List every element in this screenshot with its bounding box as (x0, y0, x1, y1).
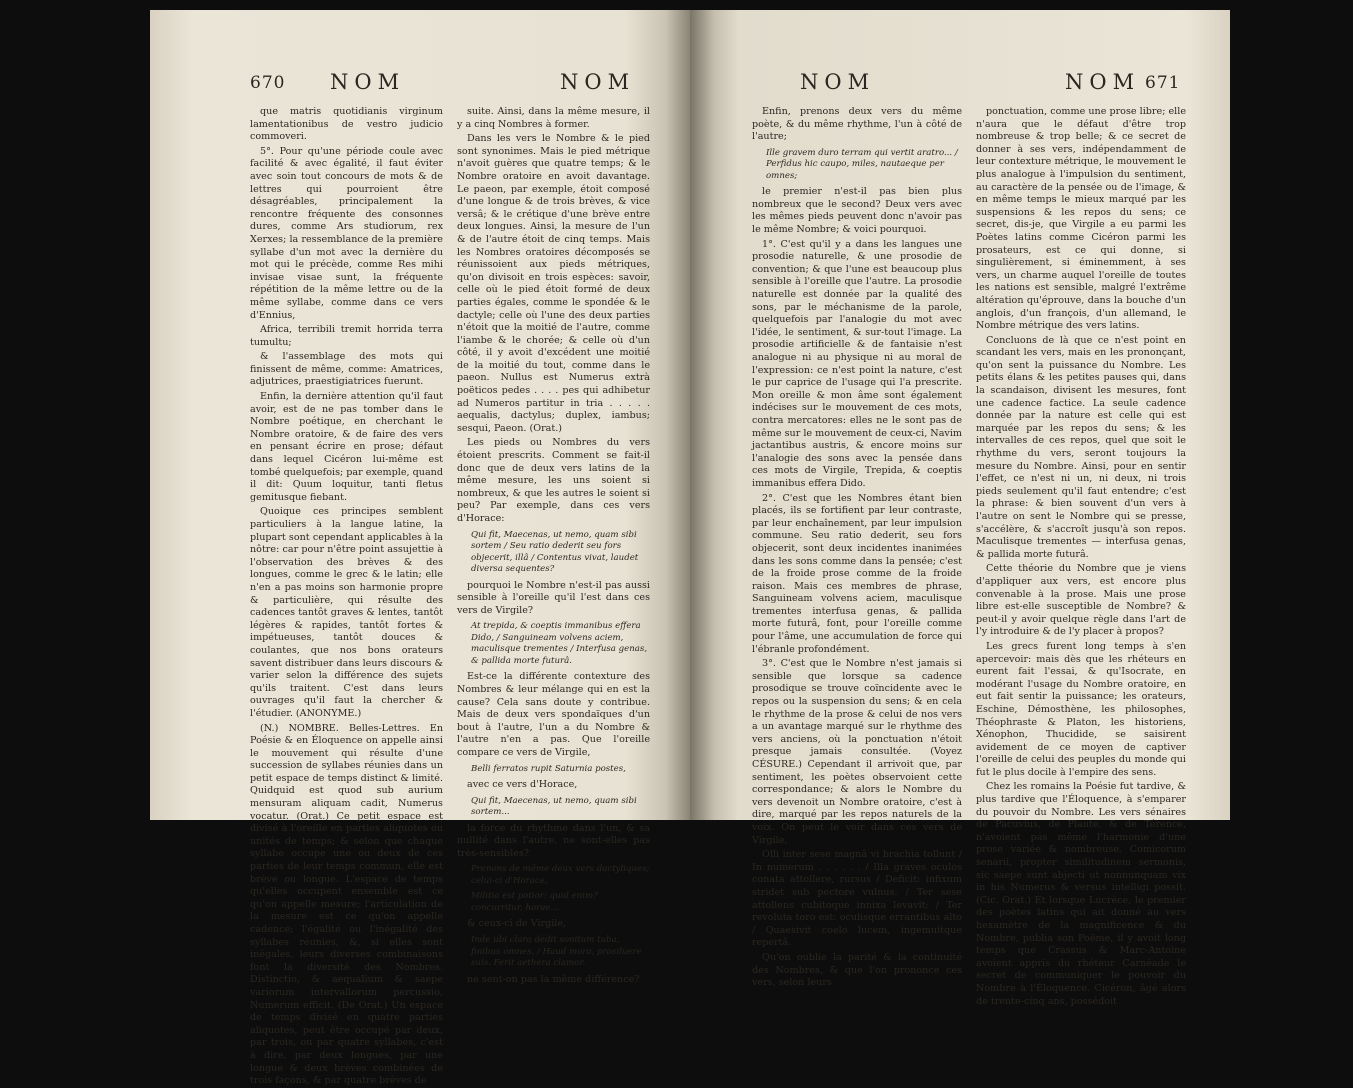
paragraph: 5°. Pour qu'une période coule avec facilité & avec égalité, il faut éviter avec soin tout concours de mots & de lettres qui pourroient être désagréables, principalement la rencontre fréquente des consonnes dures, comme Ars studiorum, rex Xerxes; la ressemblance de la première syllabe d'un mot avec la dernière du mot qui le précède, comme Res mihi invisae visae sunt, la fréquente répétition de la même lettre ou de la même syllabe, comme dans ce vers d'Ennius, (250, 145, 443, 321)
paragraph: 2°. C'est que les Nombres étant bien placés, ils se fortifient par leur contraste, par leur enchaînement, par leur impulsion commune. Seu ratio dederit, seu fors objecerit, sont deux incidentes inanimées dans les sons comme dans la pensée; c'est de la froide prose comme de la froide raison. Mais ces membres de phrase, Sanguineam volvens aciem, maculisque trementes interfusa genas, & pallida morte futurâ, font, pour l'oreille comme pour l'âme, une accumulation de force qui l'ébranle profondément. (752, 492, 962, 655)
text-column-1 (250, 106, 443, 1087)
verse-quotation: Qui fit, Maecenas, ut nemo, quam sibi sortem... (471, 795, 637, 818)
left-page (150, 10, 690, 1087)
left-page-header (150, 70, 690, 100)
paragraph: que matris quotidianis virginum lamentationibus de vestro judicio commoveri. (250, 106, 443, 143)
paragraph: Qu'on oublie la parité & la continuité des Nombres, & que l'on prononce ces vers, selon leurs (752, 951, 962, 989)
paragraph: Cette théorie du Nombre que je viens d'appliquer aux vers, est encore plus convenable à la prose. Mais une prose libre est-elle susceptible de Nombre? & peut-il y avoir quelque règle dans l'art de l'y introduire & de l'y placer à propos? (976, 563, 1186, 638)
paragraph: (N.) NOMBRE. Belles-Lettres. En Poésie & en Éloquence on appelle ainsi le mouvement qui résulte d'une succession de syllabes réunies dans un petit espace de temps distinct & limité. Quidquid est quod sub aurium mensuram aliquam cadit, Numerus vocatur. (Orat.) Ce petit espace est divisé à l'oreille en parties aliquotes ou unités de temps; & selon que chaque syllabe occupe une ou deux de ces parties de leur temps commun, elle est brève ou longue. L'espace de temps qu'elles occupent ensemble est ce qu'on appelle mesure; l'articulation de la mesure est ce qu'on appelle cadence; l'égalité ou l'inégalité des syllabes réunies, &, si elles sont inégales, leurs diverses combinaisons font la diversité des Nombres. Distinctio, & aequalium & saepe variorum intervallorum percussio, Numerum efficit. (De Orat.) Un espace de temps divisé en quatre parties aliquotes, peut être occupé par deux, par trois, ou par quatre syllabes, c'est à dire, par deux longues, par une longue & deux brèves combinées de trois façons, & par quatre brèves de (250, 722, 443, 1087)
right-page (690, 10, 1230, 1007)
text-column-1 (752, 106, 962, 989)
paragraph: avec ce vers d'Horace, (467, 779, 578, 791)
running-head: NOM (560, 70, 636, 94)
verse-quotation: Militia est potior: quid enim? concurritur, horae... (471, 891, 598, 913)
page-number: 670 (250, 73, 286, 93)
paragraph: Dans les vers le Nombre & le pied sont synonimes. Mais le pied métrique n'avoit guères que quatre temps; & le Nombre oratoire en avoit davantage. Le paeon, par exemple, étoit composé d'une longue & de trois brèves, & vice versâ; & le crétique d'une brève entre deux longues. Ainsi, la mesure de l'un & de l'autre étoit de cinq temps. Mais les Nombres oratoires décomposés se réunissoient aux pieds métriques, qu'on divisoit en trois espèces: savoir, celle où le pied étoit formé de deux parties égales, comme le spondée & le dactyle; celle où l'une des deux parties n'étoit que la moitié de l'autre, comme l'iambe & le chorée; & celle où d'un côté, il y avoit d'excédent une moitié de la moitié du tout, comme dans le paeon. Nullus est Numerus extrà poëticos pedes . . . . pes qui adhibetur ad Numeros partitur in tria . . . . . aequalis, dactylus; duplex, iambus; sesqui, Paeon. (Orat.) (457, 133, 650, 434)
paragraph: Les pieds ou Nombres du vers étoient prescrits. Comment se fait-il donc que de deux vers latins de la même mesure, les uns soient si nombreux, & que les autres le soient si peu? Par exemple, dans ces vers d'Horace: (457, 437, 650, 524)
paragraph: le premier n'est-il pas bien plus nombreux que le second? Deux vers avec les mêmes pieds peuvent donc n'avoir pas le même Nombre; & voici pourquoi. (752, 186, 962, 236)
paragraph: & l'assemblage des mots qui finissent de même, comme: Amatrices, adjutrices, praestigiatrices fuerunt. (250, 351, 443, 388)
running-head: NOM (1065, 70, 1141, 94)
paragraph: Enfin, la dernière attention qu'il faut avoir, est de ne pas tomber dans le Nombre poétique, en cherchant le Nombre oratoire, & de faire des vers en pensant écrire en prose; défaut dans lequel Cicéron lui-même est tombé quelquefois; par exemple, quand il dit: Quum loquitur, tanti fletus gemitusque fiebant. (250, 391, 443, 503)
paragraph: pourquoi le Nombre n'est-il pas aussi sensible à l'oreille qu'il l'est dans ces vers de Virgile? (457, 579, 650, 616)
running-head: NOM (330, 70, 406, 94)
verse-quotation: Prenons de même deux vers dactyliques; celui-ci d'Horace, (471, 864, 650, 886)
verse-quotation: Ille gravem duro terram qui vertit aratro... / Perfidus hic caupo, miles, nautaeque per omnes; (766, 147, 958, 181)
paragraph: suite. Ainsi, dans la même mesure, il y a cinq Nombres à former. (457, 106, 650, 130)
text-column-2 (457, 106, 650, 985)
page-number: 671 (1145, 73, 1181, 93)
book-spread (150, 10, 1230, 1087)
running-head: NOM (800, 70, 876, 94)
paragraph: 3°. C'est que le Nombre n'est jamais si sensible que lorsque sa cadence prosodique se trouve coïncidente avec le repos ou la suspension du sens; & en cela le rhythme de la prose & celui de nos vers a un avantage marqué sur le rhythme des vers anciens, où la ponctuation n'étoit presque jamais consultée. (Voyez CÉSURE.) Cependant il arrivoit que, par sentiment, les poètes observoient cette correspondance; & alors le Nombre du vers devenoit un Nombre oratoire, c'est à dire, marqué par les repos naturels de la voix. On peut le voir dans ces vers de Virgile, (752, 658, 962, 846)
paragraph: ponctuation, comme une prose libre; elle n'aura que le défaut d'être trop nombreuse & trop belle; & ce secret de donner à ses vers, indépendamment de leur contexture métrique, le mouvement le plus analogue à l'impulsion du sentiment, au caractère de la pensée ou de l'image, & en même temps le mieux marqué par les suspensions & les repos du sens; ce secret, dis-je, que Virgile a eu parmi les Poètes latins comme Cicéron parmi les prosateurs, est ce qui donne, si singulièrement, si éminemment, à ses vers, un charme auquel l'oreille de toutes les nations est sensible, malgré l'extrême altération qu'éprouve, dans la bouche d'un anglois, d'un françois, d'un allemand, le Nombre métrique des vers latins. (976, 106, 1186, 332)
paragraph: Africa, terribili tremit horrida terra tumultu; (250, 324, 443, 348)
paragraph: Quoique ces principes semblent particuliers à la langue latine, la plupart sont cependant applicables à la nôtre: car pour n'être point assujettie à l'observation des brèves & des longues, comme le grec & le latin; elle n'en a pas moins son harmonie propre & particulière, qui résulte des cadences tantôt graves & lentes, tantôt légères & rapides, tantôt fortes & impétueuses, tantôt douces & coulantes, que nos bons orateurs savent distribuer dans leurs discours & varier selon la différence des sujets qu'ils traitent. C'est dans leurs ouvrages qu'il faut la chercher & l'étudier. (ANONYME.) (250, 506, 443, 719)
paragraph: 1°. C'est qu'il y a dans les langues une prosodie naturelle, & une prosodie de convention; & que l'une est beaucoup plus sensible à l'oreille que l'autre. La prosodie naturelle est donnée par la qualité des sons, par le méchanisme de la parole, quelquefois par l'analogie du mot avec l'idée, le sentiment, & sur-tout l'image. La prosodie artificielle & de fantaisie n'est analogue ni au physique ni au moral de l'expression: ce n'est point la nature, c'est le pur caprice de l'usage qui l'a prescrite. Mon oreille & mon âme sont également indécises sur le mouvement de ces mots, contra mercatores: elles ne le sont pas de même sur le mouvement de ceux-ci, Navim jactantibus austris, & encore moins sur l'analogie des sons avec la pensée dans ces mots de Virgile, Trepida, & coeptis immanibus effera Dido. (752, 238, 962, 489)
paragraph: Est-ce la différente contexture des Nombres & leur mélange qui en est la cause? Cela sans doute y contribue. Mais de deux vers spondaïques d'un bout à l'autre, l'un a du Nombre & l'autre n'en a pas. Que l'oreille compare ce vers de Virgile, (457, 671, 650, 758)
paragraph: Chez les romains la Poésie fut tardive, & plus tardive que l'Éloquence, à s'emparer du pouvoir du Nombre. Les vers sénaires de Pacuvius, de Plaute, & de Térence, n'avoient pas même l'harmonie d'une prose variée & nombreuse. Comicorum senarii, propter similitudinem sermonis, sic saepe sunt abjecti ut nonnunquam vix in his Numerus & versus intelligi possit. (Cic. Orat.) Et lorsque Lucrèce, le premier des poètes latins qui ait donné au vers hexamètre de la magnificence & du Nombre, publia son Poëme, il y avoit long temps que Crassus & Marc-Antoine avoient appris du rhéteur Carnéade le secret de communiquer le pouvoir du Nombre à l'Éloquence. Cicéron, âgé alors de trente-cinq ans, possédoit (976, 781, 1186, 1007)
verse-quotation: Qui fit, Maecenas, ut nemo, quam sibi sortem / Seu ratio dederit seu fors objecerit, illâ / Contentus vivat, laudet diversa sequentes? (471, 529, 639, 575)
paragraph: Les grecs furent long temps à s'en apercevoir: mais dès que les rhéteurs en eurent fait l'essai, & qu'Isocrate, en modérant l'usage du Nombre oratoire, en eut fait sentir la puissance; les orateurs, Eschine, Démosthène, les philosophes, Théophraste & Platon, les historiens, Xénophon, Thucidide, se saisirent avidement de ce moyen de captiver l'oreille de celui des peuples du monde qui fut le plus docile à l'empire des sens. (976, 640, 1186, 778)
verse-quotation: Belli ferratos rupit Saturnia postes, (471, 763, 626, 774)
verse-quotation: Inde ubi clara dedit sonitum tuba, finibus omnes, / Haud mora, prosiluere suis. Ferit aethera clamor. (471, 935, 642, 968)
paragraph: & ceux-ci de Virgile, (467, 918, 567, 930)
paragraph: Olli inter sese magnâ vi brachia tollunt / In numerum . . . . . . / Illa graves oculos conata attollere, rursus / Deficit: infixum stridet sub pectore vulnus. / Ter sese attollens cubitoque innixa levavit; / Ter revoluta toro est: oculisque errantibus alto / Quaesivit coelo lucem, ingemuitque repertâ. (752, 849, 962, 949)
right-page-header (690, 70, 1230, 100)
verse-quotation: At trepida, & coeptis immanibus effera Dido, / Sanguineam volvens aciem, maculisque trementes / Interfusa genas, & pallida morte futurâ. (471, 621, 648, 666)
paragraph: la force du rhythme dans l'un, & sa nullité dans l'autre, ne sont-elles pas très-sensibles? (457, 822, 650, 859)
text-column-2 (976, 106, 1186, 1007)
right-page-columns (752, 106, 1186, 1007)
paragraph: Concluons de là que ce n'est point en scandant les vers, mais en les prononçant, qu'on sent la puissance du Nombre. Les petits élans & les petites pauses qui, dans la scandaison, divisent les mesures, font une cadence factice. La seule cadence donnée par la nature est celle qui est marquée par les repos du sens; & les intervalles de ces repos, quel que soit le rhythme du vers, seront toujours la mesure du Nombre. Ainsi, pour en sentir l'effet, ce n'est ni un, ni deux, ni trois pieds seulement qu'il faut entendre; c'est la phrase: & bien souvent d'un vers à l'autre on sent le Nombre qui se presse, s'accélère, & s'accroît jusqu'à son repos. Maculisque trementes — interfusa genas, & pallida morte futurâ. (976, 334, 1186, 560)
paragraph: Enfin, prenons deux vers du même poète, & du même rhythme, l'un à côté de l'autre; (752, 106, 962, 143)
left-page-columns (250, 106, 650, 1087)
paragraph: ne sent-on pas la même différence? (467, 973, 640, 985)
